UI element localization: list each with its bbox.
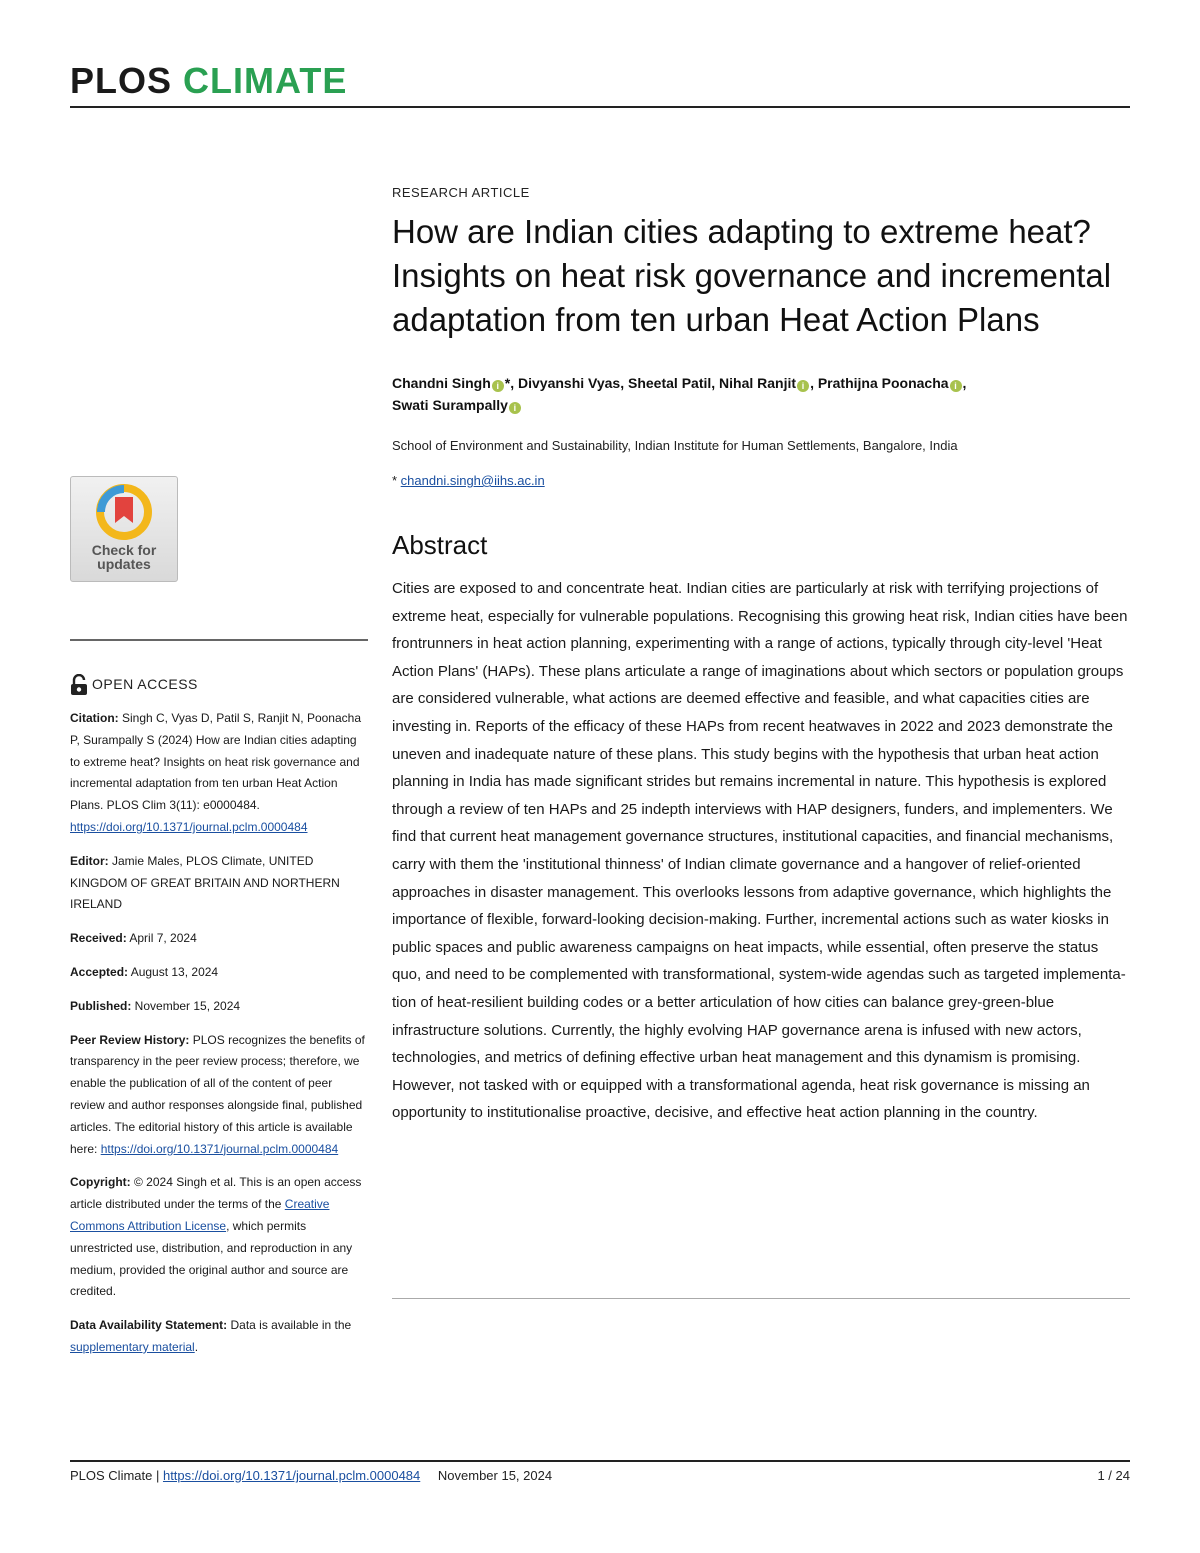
received-date: Received: April 7, 2024 [70, 931, 197, 946]
author-name[interactable]: Sheetal Patil [628, 375, 712, 391]
footer-date: November 15, 2024 [437, 1468, 553, 1483]
journal-masthead [70, 60, 347, 102]
author-name[interactable]: Divyanshi Vyas [518, 375, 621, 391]
author-name[interactable]: Chandni Singh [392, 375, 491, 391]
abstract-divider [392, 1298, 1130, 1299]
page-number: 1 / 24 [1097, 1468, 1130, 1483]
author-separator: *, [504, 375, 518, 391]
corresponding-author: * chandni.singh@iihs.ac.in [392, 473, 545, 488]
email-link[interactable]: chandni.singh@iihs.ac.in [400, 473, 545, 488]
sidebar-divider [70, 639, 368, 641]
author-separator: , [711, 375, 720, 391]
accepted-date: Accepted: August 13, 2024 [70, 964, 219, 979]
orcid-icon[interactable]: i [492, 380, 504, 392]
orcid-icon[interactable]: i [509, 402, 521, 414]
supplementary-link[interactable]: supplementary material [70, 1339, 195, 1354]
article-main [392, 185, 1130, 1127]
author-list [392, 372, 1130, 416]
article-type: RESEARCH ARTICLE [392, 185, 530, 200]
masthead-plos: PLOS [70, 60, 173, 101]
article-metadata-sidebar [70, 674, 368, 1371]
top-divider [70, 106, 1130, 108]
citation: Citation: Singh C, Vyas D, Patil S, Ranjit N, Poonacha P, Surampally S (2024) How are Indian cities adapting to extreme heat? Insights on heat risk governance and incremental adaptation from ten urban Heat Action Plans. PLOS Clim 3(11): e0000484. https://doi.org/10.1371/journal.pclm.0000484 [70, 711, 361, 834]
editor: Editor: Jamie Males, PLOS Climate, UNITED KINGDOM OF GREAT BRITAIN AND NORTHERN IRELAND [70, 853, 340, 912]
abstract-body: Cities are exposed to and concentrate heat. Indian cities are particularly at risk with terrifying projections of extreme heat, especially for vulnerable populations. Recognising this growing heat risk, Indian cities have been frontrunners in heat action planning, experimenting with a range of actions, typically through city-level 'Heat Action Plans' (HAPs). These plans articulate a range of imaginations about which sectors or population groups are considered vulnerable, what actions are deemed effective and feasible, and what capacities cities are investing in. Reports of the efficacy of these HAPs from recent heatwaves in 2022 and 2023 demonstrate the uneven and inadequate nature of these plans. This study begins with the hypothesis that urban heat action planning in India has made significant strides but remains incremental in nature. This hypothesis is explored through a review of ten HAPs and 25 indepth interviews with HAP designers, funders, and implementers. We find that current heat management governance structures, institutional capacities, and financial mechanisms, carry with them the 'institutional thinness' of Indian climate governance and a hangover of relief-oriented approaches in disaster management. This overlooks lessons from adaptive governance, which highlights the importance of flexible, forward-looking decision-making. Further, incremental actions such as water kiosks in public spaces and public awareness campaigns on heat impacts, while essential, often preserve the status quo, and need to be complemented with transformational, system-wide agendas such as targeted implementation of heat-resilient building codes or a better articulation of how cities can balance grey-green-blue infrastructure solutions. Currently, the highly evolving HAP governance arena is infused with new actors, technologies, and metrics of defining effective urban heat management and this dynamism is promising. However, not tasked with or equipped with a transformational agenda, heat risk governance is missing an opportunity to institutionalise proactive, decisive, and effective heat action planning in the country. [392, 580, 1128, 1122]
published-date: Published: November 15, 2024 [70, 998, 241, 1013]
abstract-heading: Abstract [392, 530, 488, 560]
license-link[interactable]: Creative Commons Attribution License [70, 1197, 330, 1233]
copyright: Copyright: © 2024 Singh et al. This is an open access article distributed under the terms of the Creative Commons Attribution License, which permits unrestricted use, distribution, and reproduction in any medium, provided the original author and source are credited. [70, 1175, 362, 1299]
author-separator: , [962, 375, 967, 391]
orcid-icon[interactable]: i [797, 380, 809, 392]
author-name[interactable]: Swati Surampally [392, 397, 508, 413]
crossmark-label: Check for updates [91, 542, 157, 572]
orcid-icon[interactable]: i [950, 380, 962, 392]
masthead-climate: CLIMATE [183, 60, 348, 101]
author-separator: , [620, 375, 628, 391]
open-access-badge: OPEN ACCESS [70, 674, 368, 696]
open-lock-icon [70, 674, 88, 696]
data-availability: Data Availability Statement: Data is available in the supplementary material. [70, 1318, 352, 1354]
footer-doi-link[interactable]: https://doi.org/10.1371/journal.pclm.0000484 [162, 1468, 421, 1483]
peer-review-link[interactable]: https://doi.org/10.1371/journal.pclm.0000484 [100, 1141, 339, 1156]
citation-doi-link[interactable]: https://doi.org/10.1371/journal.pclm.0000484 [70, 819, 308, 834]
footer-journal: PLOS Climate | [70, 1468, 163, 1483]
affiliation: School of Environment and Sustainability, Indian Institute for Human Settlements, Bangalore, India [392, 438, 958, 453]
footer-divider [70, 1460, 1130, 1462]
author-separator: , [810, 375, 818, 391]
check-for-updates-badge[interactable] [70, 476, 178, 582]
page-footer [70, 1468, 1130, 1483]
author-name[interactable]: Prathijna Poonacha [817, 375, 949, 391]
article-title: How are Indian cities adapting to extreme heat? Insights on heat risk governance and incremental adaptation from ten urban Heat Action Plans [392, 213, 1112, 338]
crossmark-icon [95, 483, 153, 541]
author-name[interactable]: Nihal Ranjit [719, 375, 797, 391]
peer-review-history: Peer Review History: PLOS recognizes the benefits of transparency in the peer review process; therefore, we enable the publication of all of the content of peer review and author responses alongside final, published articles. The editorial history of this article is available here: https://doi.org/10.1371/journal.pclm.0000484 [70, 1032, 365, 1156]
